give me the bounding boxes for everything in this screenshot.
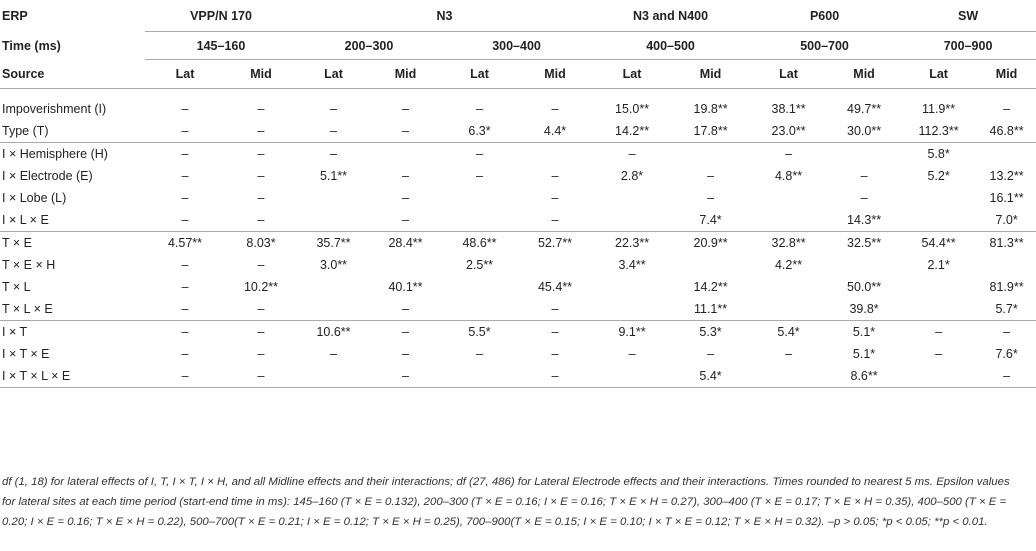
value-cell: – — [551, 213, 559, 227]
value-cell — [828, 143, 900, 166]
value-cell: 45.4** — [537, 280, 573, 294]
value-cell: 22.3** — [592, 232, 672, 255]
lat-header: Lat — [441, 60, 518, 89]
value-cell: 30.0** — [847, 124, 882, 138]
time-window: 145–160 — [145, 32, 297, 60]
source-cell: I × T — [0, 321, 145, 344]
value-cell: – — [785, 347, 793, 361]
value-cell: – — [225, 143, 297, 166]
table-row — [0, 232, 1036, 255]
mid-header: Mid — [225, 60, 297, 89]
value-cell: – — [145, 321, 225, 344]
source-cell: I × Lobe (L) — [2, 191, 67, 205]
value-cell: – — [257, 302, 265, 316]
value-cell: 4.2** — [774, 258, 803, 272]
value-cell: – — [476, 347, 483, 361]
value-cell: 13.2** — [989, 169, 1024, 183]
value-cell: – — [225, 321, 297, 344]
value-cell: – — [181, 124, 189, 138]
value-cell — [297, 187, 370, 209]
value-cell: – — [402, 213, 409, 227]
value-cell: – — [370, 365, 441, 388]
value-cell: – — [707, 347, 715, 361]
value-cell: 14.3** — [847, 213, 882, 227]
value-cell: – — [977, 365, 1036, 388]
value-cell — [900, 276, 977, 298]
value-cell — [749, 187, 828, 209]
value-cell: 2.5** — [465, 258, 494, 272]
value-cell: 10.2** — [243, 280, 279, 294]
value-cell: – — [330, 347, 337, 361]
lat-header: Lat — [749, 60, 828, 89]
component-vpp-n170: VPP/N 170 — [145, 0, 297, 32]
value-cell: 17.8** — [693, 124, 728, 138]
value-cell: – — [257, 213, 265, 227]
value-cell: – — [181, 280, 189, 294]
value-cell: – — [257, 169, 265, 183]
value-cell: 35.7** — [297, 232, 370, 255]
table-footnote: df (1, 18) for lateral effects of I, T, I × T, I × H, and all Midline effects and their interactions; df (27, 486) for Lateral Electrode effects and their interactions. Times rounded to nearest 5 ms. Epsilon values for lateral sites at each time period (start-end time in ms): 145–160 (T × E = 0.132), 200–300 (T × E = 0.16; I × E = 0.16; T × E × H = 0.27), 300–400 (T × E = 0.17; T × E × H = 0.35), 400–500 (T × E = 0.20; I × E = 0.16; T × E × H = 0.22), 500–700(T × E = 0.21; I × E = 0.12; T × E × H = 0.25), 700–900(T × E = 0.15; I × E = 0.10; I × T × E = 0.12; T × E × H = 0.32). –p > 0.05; *p < 0.05; **p < 0.01. — [2, 476, 1010, 528]
value-cell — [749, 209, 828, 232]
source-cell: I × L × E — [2, 213, 49, 227]
value-cell: – — [900, 321, 977, 344]
value-cell: – — [551, 169, 559, 183]
value-cell: – — [181, 213, 189, 227]
source-cell: I × T × L × E — [0, 365, 145, 388]
time-window: 200–300 — [297, 32, 441, 60]
value-cell: – — [181, 258, 189, 272]
source-header-row — [0, 60, 1036, 89]
spacer-row — [0, 89, 1036, 99]
value-cell — [441, 365, 518, 388]
value-cell: – — [257, 124, 265, 138]
value-cell: 5.8* — [900, 143, 977, 166]
value-cell: 50.0** — [847, 280, 882, 294]
mid-header: Mid — [828, 60, 900, 89]
value-cell — [900, 187, 977, 209]
lat-header: Lat — [900, 60, 977, 89]
value-cell: – — [402, 302, 409, 316]
value-cell: – — [181, 191, 189, 205]
value-cell: 5.4* — [672, 365, 749, 388]
value-cell — [297, 298, 370, 321]
table-row — [0, 276, 1036, 298]
value-cell: 6.3* — [468, 124, 491, 138]
table-row — [0, 209, 1036, 232]
value-cell: 20.9** — [672, 232, 749, 255]
value-cell — [518, 254, 592, 276]
value-cell: 81.3** — [977, 232, 1036, 255]
value-cell: – — [860, 169, 868, 183]
erp-label: ERP — [2, 8, 28, 23]
value-cell: 112.3** — [918, 124, 959, 138]
mid-header: Mid — [518, 60, 592, 89]
value-cell: 49.7** — [847, 102, 882, 116]
value-cell: 2.8* — [620, 169, 644, 183]
value-cell: 48.6** — [441, 232, 518, 255]
value-cell — [828, 254, 900, 276]
value-cell: 5.7* — [995, 302, 1018, 316]
table-row — [0, 165, 1036, 187]
value-cell: 3.4** — [618, 258, 646, 272]
value-cell: 7.0* — [995, 213, 1018, 227]
value-cell: – — [257, 102, 265, 116]
value-cell: 5.2* — [927, 169, 950, 183]
table-row — [0, 365, 1036, 388]
table-row — [0, 120, 1036, 143]
value-cell: 3.0** — [319, 258, 348, 272]
lat-header: Lat — [592, 60, 672, 89]
value-cell: – — [551, 102, 559, 116]
value-cell: – — [145, 143, 225, 166]
time-window: 500–700 — [749, 32, 900, 60]
time-header-row — [0, 32, 1036, 60]
value-cell — [900, 298, 977, 321]
value-cell: 39.8* — [849, 302, 879, 316]
table-row — [0, 321, 1036, 344]
value-cell — [592, 298, 672, 321]
value-cell: – — [935, 347, 943, 361]
value-cell — [441, 298, 518, 321]
value-cell: 5.1* — [828, 321, 900, 344]
value-cell: 23.0** — [771, 124, 806, 138]
value-cell — [441, 187, 518, 209]
value-cell — [297, 209, 370, 232]
value-cell — [749, 365, 828, 388]
table-body — [0, 89, 1036, 388]
value-cell — [370, 143, 441, 166]
value-cell: 46.8** — [989, 124, 1024, 138]
value-cell — [441, 276, 518, 298]
value-cell: – — [330, 124, 337, 138]
component-n3-n400: N3 and N400 — [592, 0, 749, 32]
table-row — [0, 143, 1036, 166]
value-cell: – — [402, 347, 409, 361]
time-window: 400–500 — [592, 32, 749, 60]
table-row — [0, 187, 1036, 209]
value-cell — [592, 209, 672, 232]
value-cell: 8.6** — [828, 365, 900, 388]
table-row — [0, 343, 1036, 365]
value-cell: – — [225, 365, 297, 388]
value-cell: – — [476, 102, 483, 116]
time-label: Time (ms) — [2, 38, 61, 53]
source-cell: I × T × E — [2, 347, 50, 361]
value-cell: 8.03* — [225, 232, 297, 255]
value-cell: 5.3* — [672, 321, 749, 344]
value-cell — [672, 254, 749, 276]
value-cell: 5.4* — [749, 321, 828, 344]
value-cell: – — [181, 302, 189, 316]
value-cell: – — [297, 143, 370, 166]
value-cell — [749, 276, 828, 298]
mid-header: Mid — [977, 60, 1036, 89]
value-cell: 7.4* — [699, 213, 722, 227]
value-cell: 5.1* — [852, 347, 876, 361]
value-cell: 28.4** — [370, 232, 441, 255]
value-cell: 38.1** — [771, 102, 806, 116]
value-cell: 2.1* — [927, 258, 950, 272]
lat-header: Lat — [297, 60, 370, 89]
lat-header: Lat — [145, 60, 225, 89]
value-cell: – — [592, 143, 672, 166]
value-cell: 16.1** — [989, 191, 1024, 205]
value-cell: 40.1** — [388, 280, 423, 294]
value-cell — [900, 209, 977, 232]
value-cell: – — [402, 102, 409, 116]
source-label: Source — [0, 60, 145, 89]
value-cell — [977, 143, 1036, 166]
source-cell: T × E × H — [2, 258, 56, 272]
value-cell: 32.5** — [828, 232, 900, 255]
component-sw: SW — [900, 0, 1036, 32]
value-cell: – — [257, 347, 265, 361]
value-cell: – — [402, 124, 409, 138]
table-row — [0, 298, 1036, 321]
value-cell: – — [707, 191, 715, 205]
value-cell: – — [977, 321, 1036, 344]
value-cell: – — [476, 169, 483, 183]
component-p600: P600 — [749, 0, 900, 32]
value-cell — [592, 365, 672, 388]
source-cell: I × Electrode (E) — [2, 169, 93, 183]
value-cell: – — [145, 365, 225, 388]
value-cell — [518, 143, 592, 166]
mid-header: Mid — [370, 60, 441, 89]
value-cell: 5.5* — [441, 321, 518, 344]
value-cell: – — [628, 347, 636, 361]
value-cell: 11.1** — [693, 302, 728, 316]
value-cell: – — [518, 321, 592, 344]
time-window: 300–400 — [441, 32, 592, 60]
value-cell: 81.9** — [989, 280, 1024, 294]
source-cell: T × E — [0, 232, 145, 255]
value-cell: 7.6* — [995, 347, 1018, 361]
value-cell — [749, 298, 828, 321]
value-cell: 4.57** — [145, 232, 225, 255]
value-cell: – — [402, 191, 409, 205]
value-cell — [672, 143, 749, 166]
value-cell — [592, 187, 672, 209]
value-cell — [297, 276, 370, 298]
value-cell: – — [330, 102, 337, 116]
value-cell: – — [551, 191, 559, 205]
value-cell — [977, 254, 1036, 276]
value-cell — [900, 365, 977, 388]
value-cell: 4.4* — [543, 124, 567, 138]
value-cell: 32.8** — [749, 232, 828, 255]
value-cell: – — [441, 143, 518, 166]
value-cell: 14.2** — [693, 280, 728, 294]
source-cell: I × Hemisphere (H) — [0, 143, 145, 166]
table-row — [0, 254, 1036, 276]
value-cell: – — [518, 365, 592, 388]
value-cell: – — [402, 169, 409, 183]
value-cell — [441, 209, 518, 232]
value-cell: 4.8** — [774, 169, 803, 183]
source-cell: Impoverishment (I) — [2, 102, 107, 116]
value-cell: 14.2** — [615, 124, 650, 138]
value-cell: 10.6** — [297, 321, 370, 344]
value-cell: 19.8** — [693, 102, 728, 116]
mid-header: Mid — [672, 60, 749, 89]
value-cell: – — [181, 169, 189, 183]
source-cell: Type (T) — [2, 124, 49, 138]
value-cell: – — [181, 102, 189, 116]
value-cell: 11.9** — [921, 102, 956, 116]
value-cell: 9.1** — [592, 321, 672, 344]
table-row — [0, 98, 1036, 120]
source-cell: T × L × E — [2, 302, 53, 316]
value-cell: – — [707, 169, 715, 183]
value-cell: 15.0** — [615, 102, 650, 116]
value-cell: 5.1** — [319, 169, 348, 183]
erp-header-row — [0, 0, 1036, 32]
value-cell: – — [257, 191, 265, 205]
value-cell: – — [551, 347, 559, 361]
value-cell: – — [257, 258, 265, 272]
value-cell: – — [749, 143, 828, 166]
value-cell — [592, 276, 672, 298]
value-cell: – — [551, 302, 559, 316]
value-cell — [297, 365, 370, 388]
source-cell: T × L — [2, 280, 31, 294]
value-cell: – — [181, 347, 189, 361]
value-cell: – — [860, 191, 868, 205]
value-cell — [370, 254, 441, 276]
value-cell: 54.4** — [900, 232, 977, 255]
time-window: 700–900 — [900, 32, 1036, 60]
value-cell: 52.7** — [518, 232, 592, 255]
value-cell: – — [1003, 102, 1011, 116]
value-cell: – — [370, 321, 441, 344]
component-n3: N3 — [297, 0, 592, 32]
